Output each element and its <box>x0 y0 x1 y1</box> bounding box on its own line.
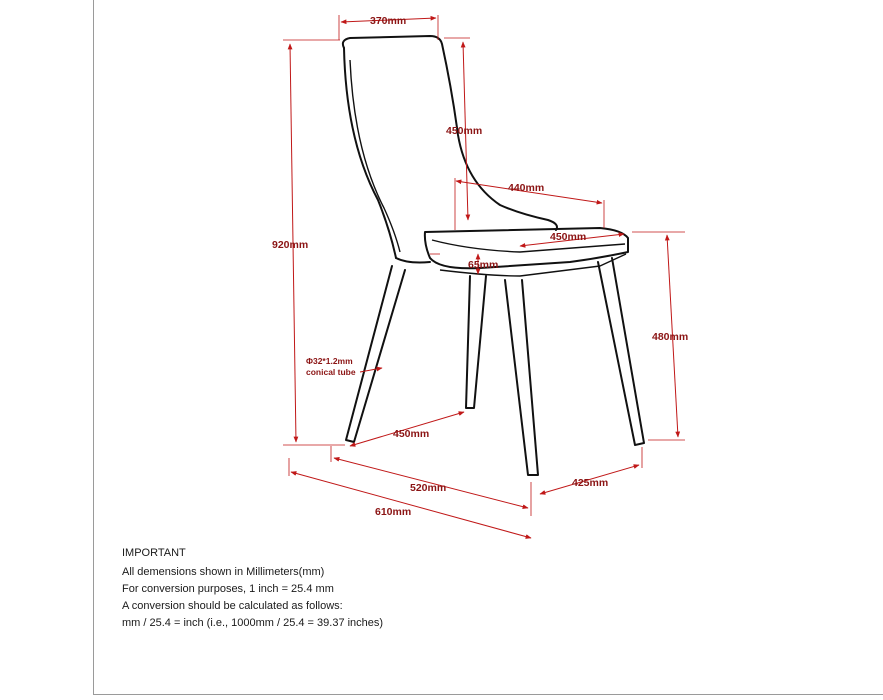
back-left-leg <box>346 266 405 442</box>
seat-thickness-label: 65mm <box>468 259 499 271</box>
dimension-lines <box>283 15 685 538</box>
base-depth-label: 450mm <box>393 428 430 440</box>
dimension-labels <box>272 15 688 518</box>
front-right-leg <box>598 258 644 445</box>
seat-height-label: 480mm <box>652 331 689 343</box>
back-to-seat <box>396 258 430 263</box>
leg-tube-label: Φ32*1.2mm <box>306 356 353 366</box>
leg-tube-pointer <box>360 368 382 372</box>
front-width-label: 425mm <box>572 477 609 489</box>
leg-tube-type-label: conical tube <box>306 367 356 377</box>
overall-height-label: 920mm <box>272 239 309 251</box>
seat-front-edge <box>432 240 625 252</box>
notes-line: mm / 25.4 = inch (i.e., 1000mm / 25.4 = 39.37 inches) <box>122 617 384 629</box>
notes-heading: IMPORTANT <box>122 547 186 559</box>
back-right-leg <box>466 276 486 408</box>
seat-width-label: 450mm <box>550 231 587 243</box>
backrest-side-inner <box>350 60 400 252</box>
conversion-notes <box>122 545 383 632</box>
back-height-label: 450mm <box>446 125 483 137</box>
back-width-label: 370mm <box>370 15 407 27</box>
notes-line: A conversion should be calculated as follows: <box>122 600 343 612</box>
overall-depth-label: 610mm <box>375 506 412 518</box>
seat-depth-label: 440mm <box>508 182 545 194</box>
base-width-label: 520mm <box>410 482 447 494</box>
chair-outline <box>343 36 644 475</box>
front-left-leg <box>505 280 538 475</box>
notes-line: For conversion purposes, 1 inch = 25.4 mm <box>122 583 334 595</box>
notes-line: All demensions shown in Millimeters(mm) <box>122 566 325 578</box>
